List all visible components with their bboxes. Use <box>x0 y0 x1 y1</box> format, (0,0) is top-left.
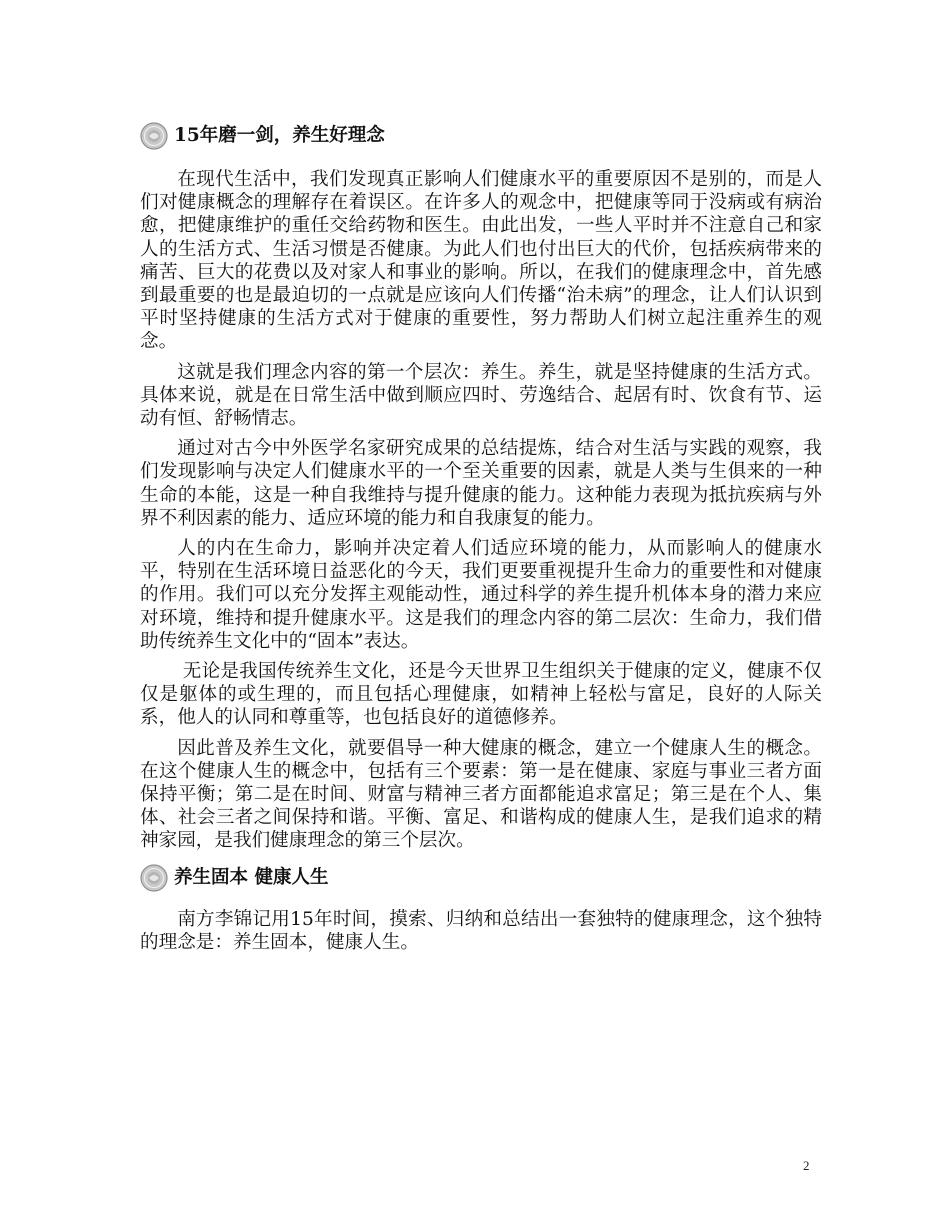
paragraph: 通过对古今中外医学名家研究成果的总结提炼，结合对生活与实践的观察，我们发现影响与决定人们健康水平的一个至关重要的因素，就是人类与生俱来的一种生命的本能，这是一种自我维持与提升健康的能力。这种能力表现为抵抗疾病与外界不利因素的能力、适应环境的能力和自我康复的能力。 <box>140 438 822 529</box>
section-heading-2 <box>140 860 822 896</box>
paragraph: 在现代生活中，我们发现真正影响人们健康水平的重要原因不是别的，而是人们对健康概念的理解存在着误区。在许多人的观念中，把健康等同于没病或有病治愈，把健康维护的重任交给药物和医生。由此出发，一些人平时并不注意自己和家人的生活方式、生活习惯是否健康。为此人们也付出巨大的代价，包括疾病带来的痛苦、巨大的花费以及对家人和事业的影响。所以，在我们的健康理念中，首先感到最重要的也是最迫切的一点就是应该向人们传播“治未病”的理念，让人们认识到平时坚持健康的生活方式对于健康的重要性，努力帮助人们树立起注重养生的观念。 <box>140 169 822 353</box>
paragraph: 因此普及养生文化，就要倡导一种大健康的概念，建立一个健康人生的概念。在这个健康人生的概念中，包括有三个要素：第一是在健康、家庭与事业三者方面保持平衡；第二是在时间、财富与精神三者方面都能追求富足；第三是在个人、集体、社会三者之间保持和谐。平衡、富足、和谐构成的健康人生，是我们追求的精神家园，是我们健康理念的第三个层次。 <box>140 737 822 852</box>
section-heading-title: 养生固本 健康人生 <box>174 866 329 888</box>
section-heading-1 <box>140 118 822 154</box>
page-number: 2 <box>803 1158 810 1173</box>
seal-emblem-icon <box>140 864 168 892</box>
paragraph: 人的内在生命力，影响并决定着人们适应环境的能力，从而影响人的健康水平，特别在生活环境日益恶化的今天，我们更要重视提升生命力的重要性和对健康的作用。我们可以充分发挥主观能动性，通过科学的养生提升机体本身的潜力来应对环境，维持和提升健康水平。这是我们的理念内容的第二层次：生命力，我们借助传统养生文化中的“固本”表达。 <box>140 538 822 652</box>
paragraph: 无论是我国传统养生文化，还是今天世界卫生组织关于健康的定义，健康不仅仅是躯体的或生理的，而且包括心理健康，如精神上轻松与富足，良好的人际关系，他人的认同和尊重等，也包括良好的道德修养。 <box>140 661 822 729</box>
seal-emblem-icon <box>140 122 168 150</box>
page-content <box>140 118 822 961</box>
paragraph: 这就是我们理念内容的第一个层次：养生。养生，就是坚持健康的生活方式。具体来说，就是在日常生活中做到顺应四时、劳逸结合、起居有时、饮食有节、运动有恒、舒畅情志。 <box>140 361 822 430</box>
paragraph: 南方李锦记用15年时间，摸索、归纳和总结出一套独特的健康理念，这个独特的理念是：养生固本，健康人生。 <box>140 908 822 953</box>
section-heading-title: 15年磨一剑，养生好理念 <box>174 125 385 146</box>
